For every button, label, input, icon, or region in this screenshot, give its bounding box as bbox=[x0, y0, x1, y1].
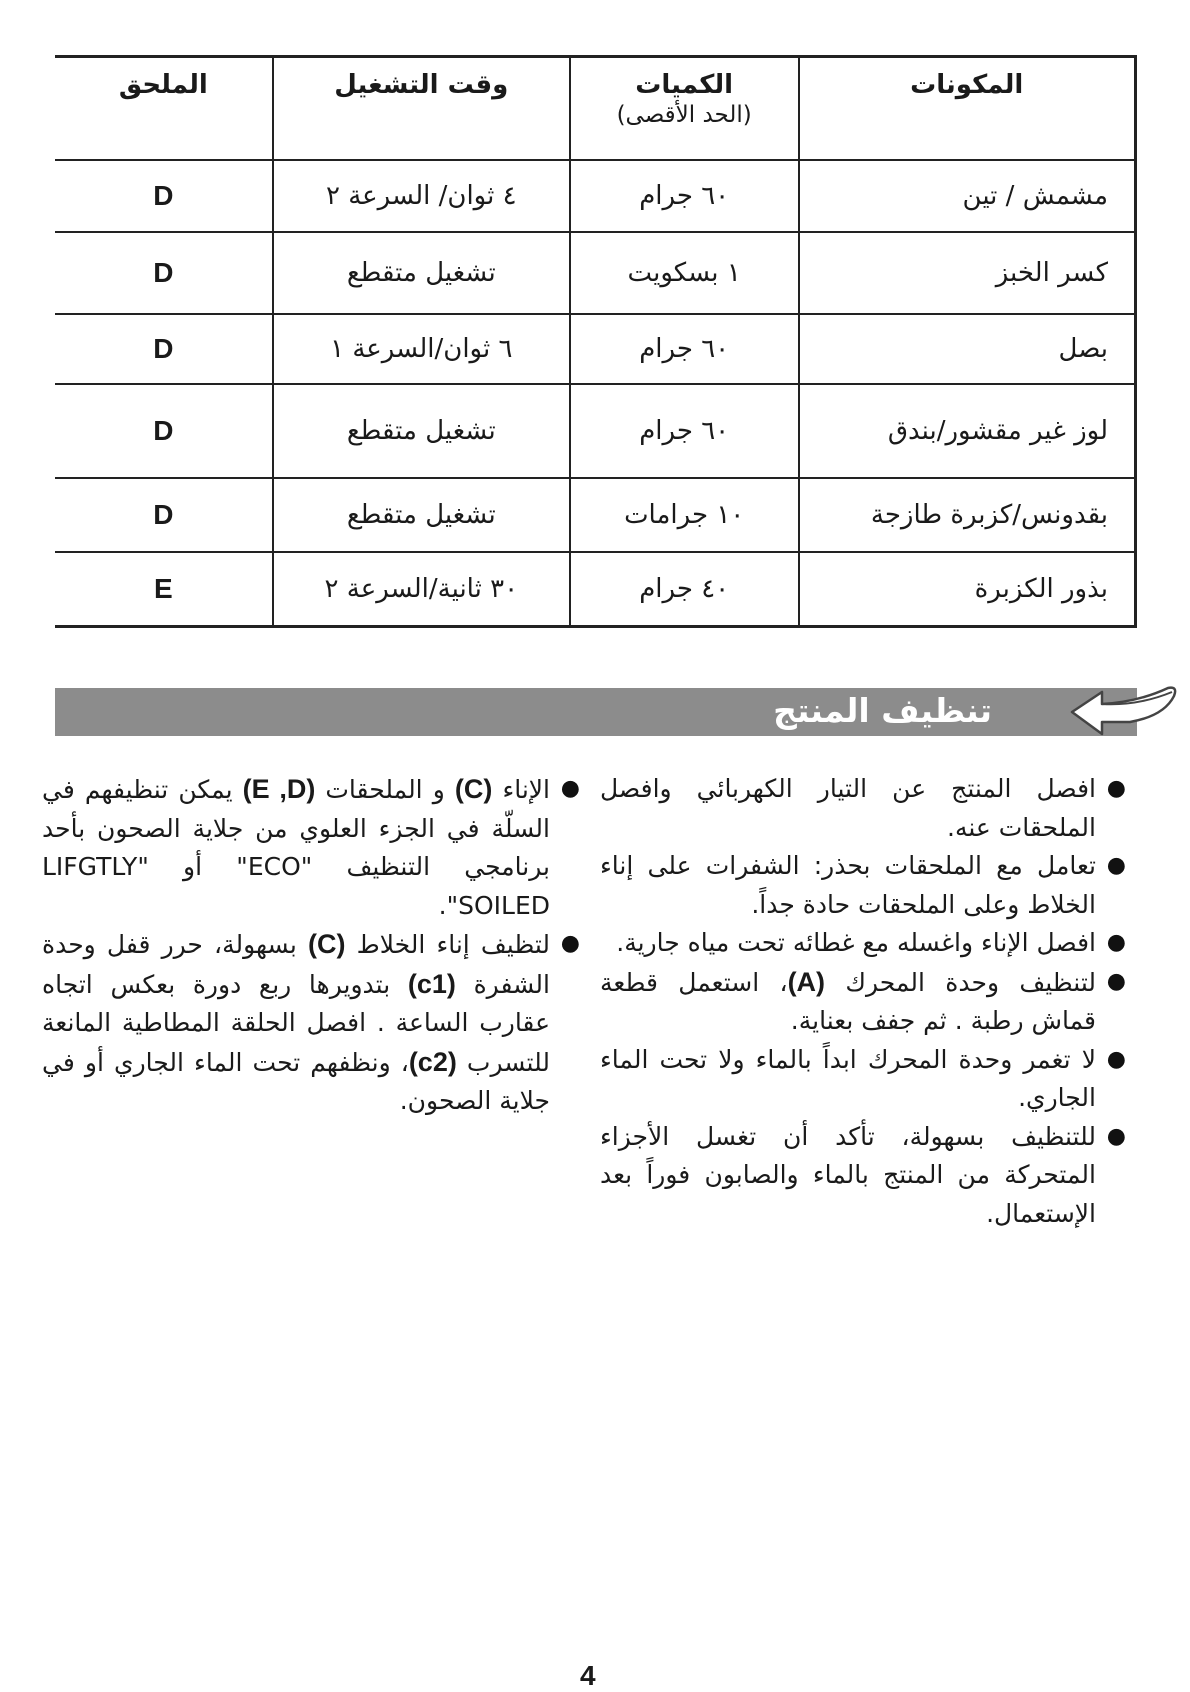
page-number: 4 bbox=[580, 1660, 596, 1691]
instruction-list bbox=[600, 770, 1128, 1233]
list-item-text: الإناء bbox=[492, 775, 550, 804]
cell-quantity: ٤٠ جرام bbox=[570, 552, 799, 627]
bullet-icon: ● bbox=[1106, 853, 1126, 878]
instruction-list bbox=[42, 770, 582, 1121]
cell-time: ٤ ثوان/ السرعة ٢ bbox=[273, 160, 570, 232]
table-row bbox=[55, 160, 1136, 232]
cell-ingredient: بصل bbox=[799, 314, 1136, 384]
list-item bbox=[600, 1041, 1128, 1118]
cell-quantity: ٦٠ جرام bbox=[570, 314, 799, 384]
table-row bbox=[55, 384, 1136, 478]
list-item-text: بسهولة، حرر قفل وحدة الشفرة bbox=[42, 930, 550, 999]
cell-quantity: ٦٠ جرام bbox=[570, 384, 799, 478]
header-accessory: الملحق bbox=[55, 57, 273, 161]
list-item-text: و الملحقات bbox=[315, 775, 455, 804]
list-item bbox=[600, 1118, 1128, 1234]
list-item bbox=[600, 847, 1128, 924]
list-item bbox=[600, 924, 1128, 963]
cell-time: ٣٠ ثانية/السرعة ٢ bbox=[273, 552, 570, 627]
list-item bbox=[42, 770, 582, 925]
list-item bbox=[600, 963, 1128, 1041]
cell-time: ٦ ثوان/السرعة ١ bbox=[273, 314, 570, 384]
list-item-text: افصل الإناء واغسله مع غطائه تحت مياه جارية. bbox=[616, 928, 1096, 957]
cell-ingredient: كسر الخبز bbox=[799, 232, 1136, 314]
table-row bbox=[55, 552, 1136, 627]
list-item-text: ، استعمل قطعة قماش رطبة . ثم جفف بعناية. bbox=[600, 967, 1096, 1035]
list-item-text: بتدويرها ربع دورة بعكس اتجاه عقارب الساعة . افصل الحلقة المطاطية المانعة للتسرب bbox=[42, 969, 550, 1077]
table-row bbox=[55, 314, 1136, 384]
list-item-text: افصل المنتج عن التيار الكهربائي وافصل الملحقات عنه. bbox=[600, 774, 1096, 842]
list-item-text: ، ونظفهم تحت الماء الجاري أو في جلاية الصحون. bbox=[42, 1047, 550, 1115]
cell-accessory: D bbox=[55, 160, 273, 232]
cell-time: تشغيل متقطع bbox=[273, 232, 570, 314]
table-row bbox=[55, 478, 1136, 552]
list-item-text: لتظيف إناء الخلاط bbox=[345, 930, 550, 959]
cell-accessory: D bbox=[55, 232, 273, 314]
bullet-icon: ● bbox=[1106, 930, 1126, 955]
cell-accessory: D bbox=[55, 384, 273, 478]
header-quantities-sub: (الحد الأقصى) bbox=[616, 102, 752, 128]
bullet-icon: ● bbox=[1106, 1123, 1126, 1149]
list-item-text: تعامل مع الملحقات بحذر: الشفرات على إناء الخلاط وعلى الملحقات حادة جداً. bbox=[600, 851, 1096, 919]
list-item-text: لتنظيف وحدة المحرك bbox=[825, 967, 1096, 997]
cell-ingredient: بذور الكزبرة bbox=[799, 552, 1136, 627]
header-quantities-label: الكميات bbox=[635, 70, 734, 100]
cell-time: تشغيل متقطع bbox=[273, 478, 570, 552]
part-code: (c1) bbox=[407, 968, 456, 999]
bullet-icon: ● bbox=[560, 931, 580, 956]
table-header-row bbox=[55, 57, 1136, 161]
list-item bbox=[42, 925, 582, 1121]
part-code: (c2) bbox=[408, 1046, 457, 1077]
list-item bbox=[600, 770, 1128, 847]
cell-quantity: ٦٠ جرام bbox=[570, 160, 799, 232]
cell-time: تشغيل متقطع bbox=[273, 384, 570, 478]
part-code: (C) bbox=[307, 929, 346, 959]
bullet-icon: ● bbox=[560, 776, 580, 801]
cell-accessory: D bbox=[55, 314, 273, 384]
part-code: (E ,D) bbox=[242, 774, 316, 804]
cell-ingredient: مشمش / تين bbox=[799, 160, 1136, 232]
header-quantities bbox=[570, 57, 799, 161]
cleaning-instructions-right bbox=[600, 770, 1128, 1233]
cell-ingredient: بقدونس/كزبرة طازجة bbox=[799, 478, 1136, 552]
cleaning-instructions-left bbox=[42, 770, 582, 1121]
bullet-icon: ● bbox=[1106, 776, 1126, 801]
header-operating-time: وقت التشغيل bbox=[273, 57, 570, 161]
cell-quantity: ١٠ جرامات bbox=[570, 478, 799, 552]
section-header-bar bbox=[55, 688, 1137, 736]
table-row bbox=[55, 232, 1136, 314]
cell-accessory: E bbox=[55, 552, 273, 627]
list-item-text: لا تغمر وحدة المحرك ابداً بالماء ولا تحت الماء الجاري. bbox=[600, 1044, 1096, 1112]
part-code: (A) bbox=[787, 966, 826, 997]
cell-ingredient: لوز غير مقشور/بندق bbox=[799, 384, 1136, 478]
cell-quantity: ١ بسكويت bbox=[570, 232, 799, 314]
arrow-left-icon bbox=[1068, 680, 1180, 740]
part-code: (C) bbox=[454, 774, 493, 804]
list-item-text: يمكن تنظيفهم في السلّة في الجزء العلوي من جلاية الصحون بأحد برنامجي التنظيف "ECO" أو "LIFGTLY SOILED". bbox=[42, 775, 550, 920]
usage-table bbox=[55, 55, 1137, 628]
bullet-icon: ● bbox=[1106, 1046, 1126, 1072]
section-title: تنظيف المنتج bbox=[773, 691, 992, 730]
bullet-icon: ● bbox=[1106, 968, 1126, 994]
list-item-text: للتنظيف بسهولة، تأكد أن تغسل الأجزاء المتحركة من المنتج بالماء والصابون فوراً بعد الإستعمال. bbox=[600, 1121, 1096, 1228]
header-ingredients: المكونات bbox=[799, 57, 1136, 161]
cell-accessory: D bbox=[55, 478, 273, 552]
